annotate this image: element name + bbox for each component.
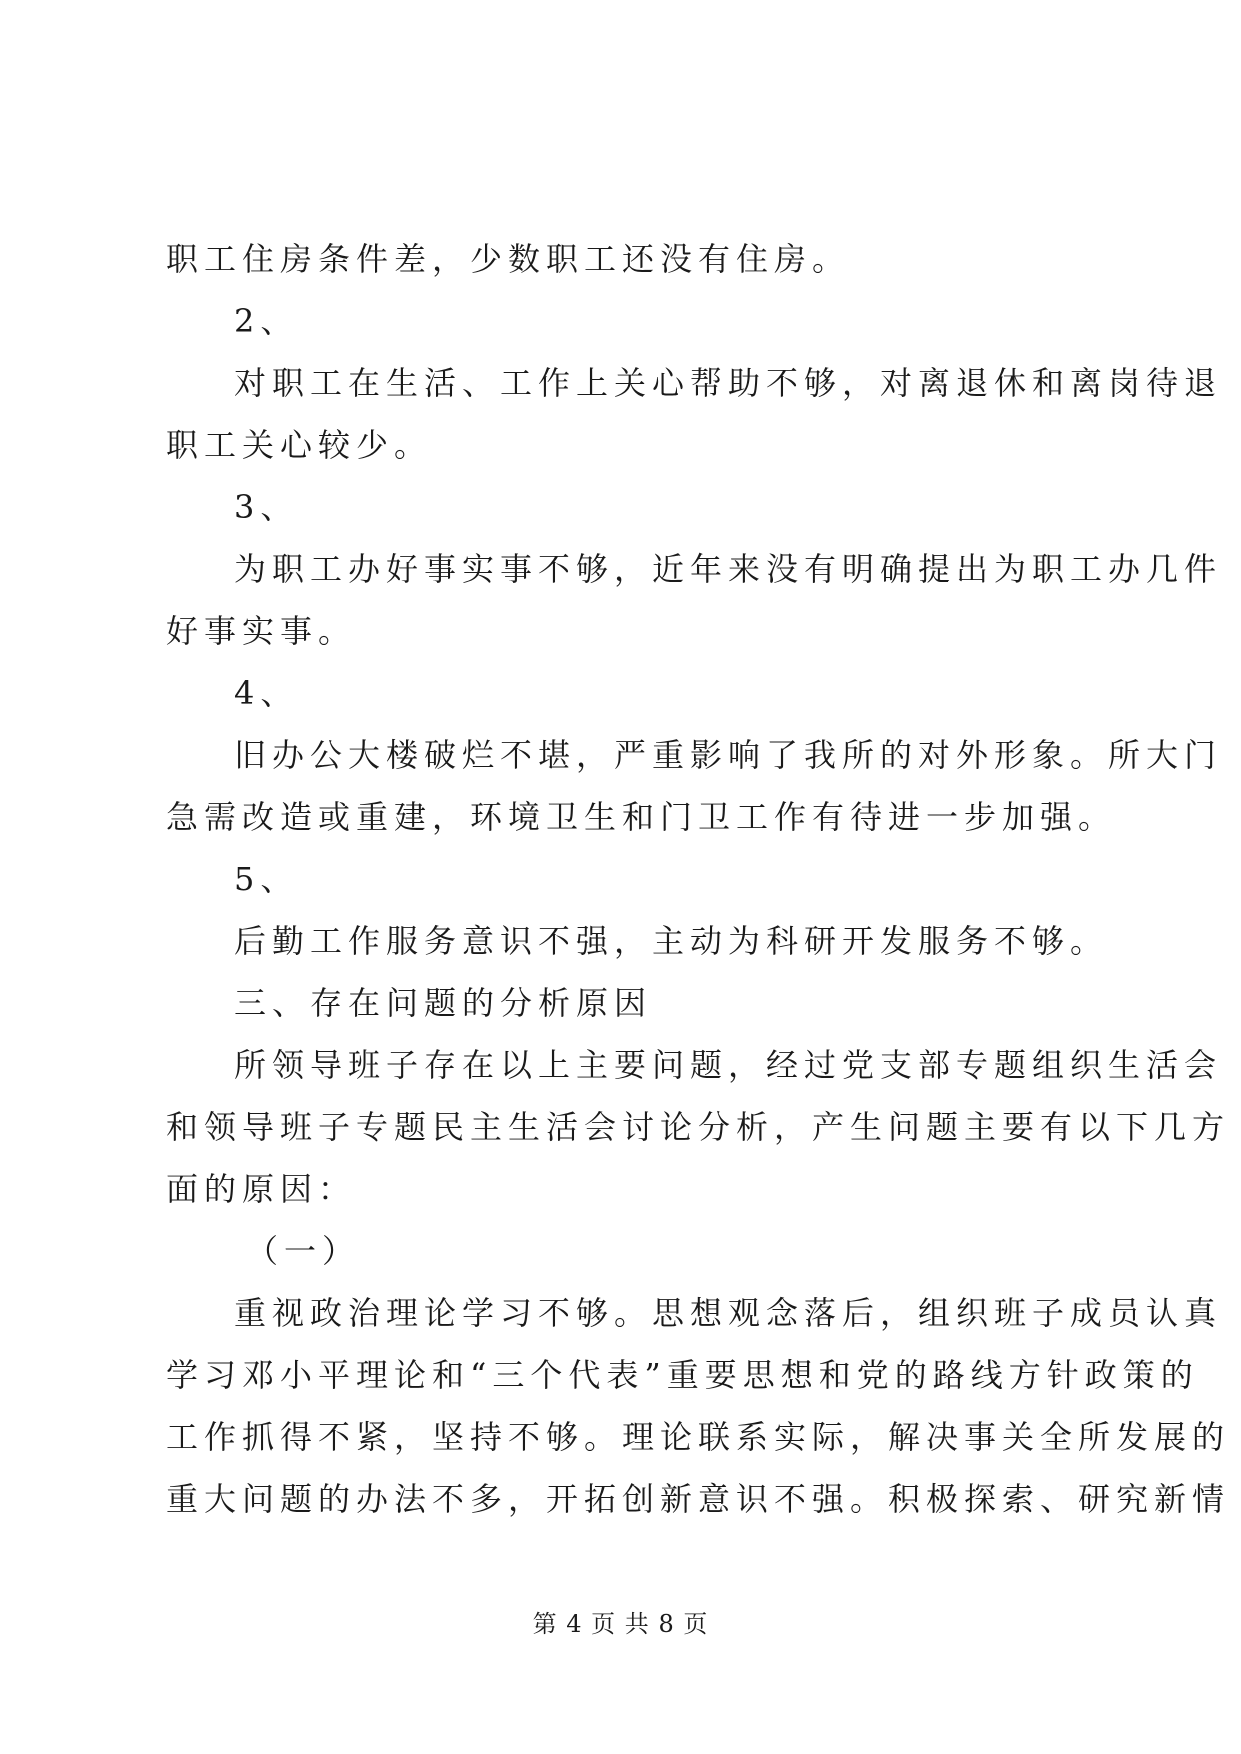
text-line: 工作抓得不紧，坚持不够。理论联系实际，解决事关全所发展的 xyxy=(166,1418,1231,1456)
text-line: 对职工在生活、工作上关心帮助不够，对离退休和离岗待退 xyxy=(234,364,1223,402)
text-line: 职工关心较少。 xyxy=(166,426,433,464)
text-line: 为职工办好事实事不够，近年来没有明确提出为职工办几件 xyxy=(234,550,1223,588)
list-number: 2、 xyxy=(234,302,299,340)
text-line: 职工住房条件差，少数职工还没有住房。 xyxy=(166,240,851,278)
list-number: 4、 xyxy=(234,674,299,712)
list-number: 3、 xyxy=(234,488,299,526)
document-body xyxy=(166,228,1231,1530)
text-line: 和领导班子专题民主生活会讨论分析，产生问题主要有以下几方 xyxy=(166,1108,1231,1146)
text-line: 重视政治理论学习不够。思想观念落后，组织班子成员认真 xyxy=(234,1294,1223,1332)
subsection-number: （一） xyxy=(246,1232,361,1270)
text-line: 所领导班子存在以上主要问题，经过党支部专题组织生活会 xyxy=(234,1046,1223,1084)
text-line: 后勤工作服务意识不强，主动为科研开发服务不够。 xyxy=(234,922,1109,960)
text-line: 学习邓小平理论和“三个代表”重要思想和党的路线方针政策的 xyxy=(166,1356,1199,1394)
page-number-footer: 第 4 页 共 8 页 xyxy=(532,1610,709,1638)
text-line: 急需改造或重建，环境卫生和门卫工作有待进一步加强。 xyxy=(166,798,1117,836)
text-line: 面的原因： xyxy=(166,1170,357,1208)
text-line: 重大问题的办法不多，开拓创新意识不强。积极探索、研究新情 xyxy=(166,1480,1231,1518)
list-number: 5、 xyxy=(234,860,299,898)
text-line: 旧办公大楼破烂不堪，严重影响了我所的对外形象。所大门 xyxy=(234,736,1223,774)
text-line: 好事实事。 xyxy=(166,612,357,650)
section-heading: 三、存在问题的分析原因 xyxy=(234,984,653,1022)
